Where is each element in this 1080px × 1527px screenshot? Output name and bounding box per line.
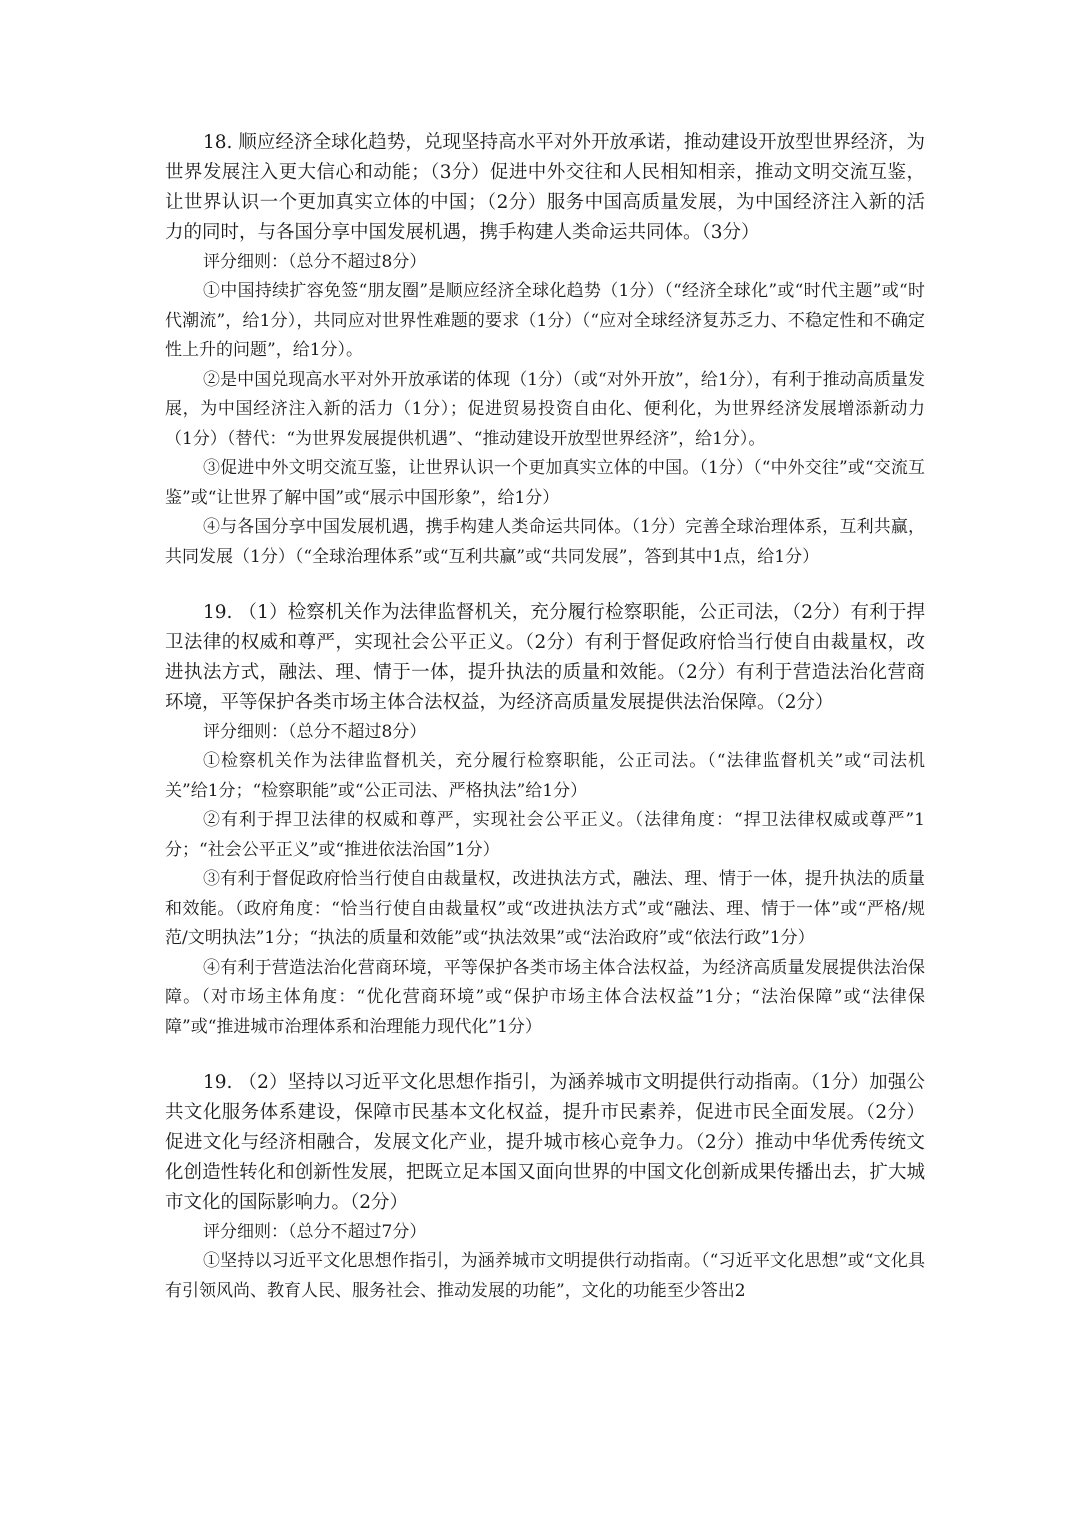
rubric-title: 评分细则：（总分不超过8分） [203, 252, 427, 272]
rubric-item: ②有利于捍卫法律的权威和尊严，实现社会公平正义。（法律角度：“捍卫法律权威或尊严”1分；“社会公平正义”或“推进依法治国”1分） [165, 810, 925, 860]
rubric-item: ④与各国分享中国发展机遇，携手构建人类命运共同体。（1分）完善全球治理体系，互利共赢，共同发展（1分）（“全球治理体系”或“互利共赢”或“共同发展”，答到其中1点，给1分） [165, 517, 925, 567]
rubric-item: ①检察机关作为法律监督机关，充分履行检察职能，公正司法。（“法律监督机关”或“司法机关”给1分；“检察职能”或“公正司法、严格执法”给1分） [165, 751, 925, 801]
answer-text: 19. （1）检察机关作为法律监督机关，充分履行检察职能，公正司法，（2分）有利于捍卫法律的权威和尊严，实现社会公平正义。（2分）有利于督促政府恰当行使自由裁量权，改进执法方式，融法、理、情于一体，提升执法的质量和效能。（2分）有利于营造法治化营商环境，平等保护各类市场主体合法权益，为经济高质量发展提供法治保障。（2分） [165, 602, 925, 713]
rubric-item: ①坚持以习近平文化思想作指引，为涵养城市文明提供行动指南。（“习近平文化思想”或“文化具有引领风尚、教育人民、服务社会、推动发展的功能”，文化的功能至少答出2 [165, 1251, 925, 1301]
answer-section-18 [165, 128, 925, 572]
answer-section-19-2 [165, 1068, 925, 1306]
rubric-title: 评分细则：（总分不超过8分） [203, 722, 427, 742]
rubric-item: ③促进中外文明交流互鉴，让世界认识一个更加真实立体的中国。（1分）（“中外交往”或“交流互鉴”或“让世界了解中国”或“展示中国形象”，给1分） [165, 458, 925, 508]
rubric-item: ④有利于营造法治化营商环境，平等保护各类市场主体合法权益，为经济高质量发展提供法治保障。（对市场主体角度：“优化营商环境”或“保护市场主体合法权益”1分；“法治保障”或“法律保障”或“推进城市治理体系和治理能力现代化”1分） [165, 957, 925, 1037]
document-page [165, 128, 925, 1332]
rubric-item: ①中国持续扩容免签“朋友圈”是顺应经济全球化趋势（1分）（“经济全球化”或“时代主题”或“时代潮流”，给1分），共同应对世界性难题的要求（1分）（“应对全球经济复苏乏力、不稳定性和不确定性上升的问题”，给1分）。 [165, 281, 925, 360]
rubric-item: ③有利于督促政府恰当行使自由裁量权，改进执法方式，融法、理、情于一体，提升执法的质量和效能。（政府角度：“恰当行使自由裁量权”或“改进执法方式”或“融法、理、情于一体”或“严格/规范/文明执法”1分；“执法的质量和效能”或“执法效果”或“法治政府”或“依法行政”1分） [165, 869, 925, 948]
answer-text: 18. 顺应经济全球化趋势，兑现坚持高水平对外开放承诺，推动建设开放型世界经济，为世界发展注入更大信心和动能；（3分）促进中外交往和人民相知相亲，推动文明交流互鉴，让世界认识一个更加真实立体的中国；（2分）服务中国高质量发展，为中国经济注入新的活力的同时，与各国分享中国发展机遇，携手构建人类命运共同体。（3分） [165, 132, 925, 243]
rubric-item: ②是中国兑现高水平对外开放承诺的体现（1分）（或“对外开放”，给1分），有利于推动高质量发展，为中国经济注入新的活力（1分）；促进贸易投资自由化、便利化，为世界经济发展增添新动力（1分）（替代：“为世界发展提供机遇”、“推动建设开放型世界经济”，给1分）。 [165, 369, 925, 449]
rubric-title: 评分细则：（总分不超过7分） [203, 1222, 427, 1242]
answer-section-19-1 [165, 598, 925, 1042]
answer-text: 19. （2）坚持以习近平文化思想作指引，为涵养城市文明提供行动指南。（1分）加强公共文化服务体系建设，保障市民基本文化权益，提升市民素养，促进市民全面发展。（2分）促进文化与经济相融合，发展文化产业，提升城市核心竞争力。（2分）推动中华优秀传统文化创造性转化和创新性发展，把既立足本国又面向世界的中国文化创新成果传播出去，扩大城市文化的国际影响力。（2分） [165, 1072, 925, 1213]
